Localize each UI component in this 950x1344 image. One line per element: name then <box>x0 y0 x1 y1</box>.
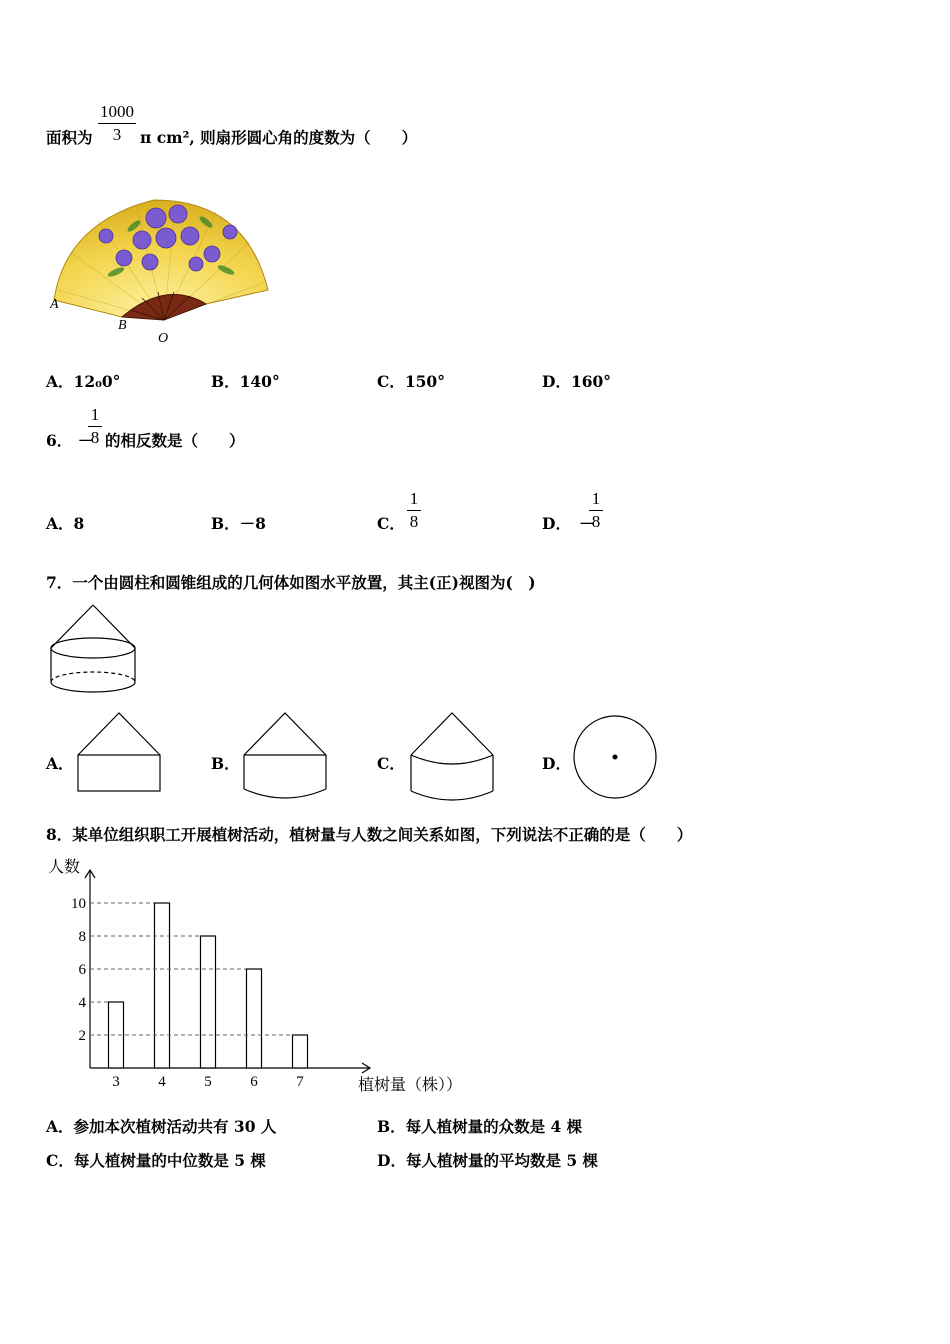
q5-frac-num: 1000 <box>100 102 134 121</box>
x-tick-label: 7 <box>296 1074 304 1090</box>
q6-sign: － <box>77 431 94 450</box>
bar <box>201 936 216 1068</box>
q6-suffix: 的相反数是（ ） <box>105 431 245 450</box>
fan-label-a: A <box>50 297 59 312</box>
q5-frac-den: 3 <box>112 125 122 144</box>
q5-stem <box>46 126 93 148</box>
q7-option-a[interactable]: A． <box>46 754 74 773</box>
x-tick-label: 4 <box>158 1074 166 1090</box>
q7-option-c-figure <box>409 711 495 803</box>
q5-option-b[interactable]: B．140° <box>211 372 280 391</box>
q6-option-a[interactable]: A．8 <box>46 514 85 533</box>
q5-suffix: π cm², 则扇形圆心角的度数为（ ） <box>140 128 418 147</box>
fan-label-o: O <box>158 331 169 346</box>
tree-planting-bar-chart <box>40 852 480 1102</box>
bar <box>247 969 262 1068</box>
q7-option-b[interactable]: B． <box>211 754 240 773</box>
q7-option-d-figure <box>572 714 658 800</box>
y-tick-label: 4 <box>78 995 86 1011</box>
x-tick-label: 6 <box>250 1074 258 1090</box>
q6-fraction: 1 8 <box>88 406 102 446</box>
q8-option-c[interactable]: C．每人植树量的中位数是 5 棵 <box>46 1151 266 1170</box>
q5-option-a[interactable]: A．12₀0° <box>46 372 121 391</box>
q6-option-c[interactable]: C． <box>377 514 405 533</box>
q8-option-b[interactable]: B．每人植树量的众数是 4 棵 <box>377 1117 583 1136</box>
q7-option-a-figure <box>76 711 162 793</box>
x-tick-label: 5 <box>204 1074 212 1090</box>
fan-image <box>46 192 272 348</box>
q5-option-c[interactable]: C．150° <box>377 372 445 391</box>
q7-option-d[interactable]: D． <box>542 754 571 773</box>
x-axis-label: 植树量（株）） <box>358 1077 463 1094</box>
q6-option-d[interactable]: D． － <box>542 514 595 533</box>
q5-fraction <box>98 103 136 143</box>
q7-solid-figure <box>48 602 138 696</box>
y-tick-label: 8 <box>78 929 86 945</box>
bar <box>155 903 170 1068</box>
fan-label-b: B <box>118 318 127 333</box>
q8-option-d[interactable]: D．每人植树量的平均数是 5 棵 <box>377 1151 599 1170</box>
y-tick-label: 10 <box>71 896 86 912</box>
y-axis-label: 人数 <box>48 859 81 876</box>
q7-option-b-figure <box>242 711 328 801</box>
q7-option-c[interactable]: C． <box>377 754 405 773</box>
x-tick-label: 3 <box>112 1074 120 1090</box>
q6-option-c-fraction: 1 8 <box>407 490 421 530</box>
q8-stem: 8．某单位组织职工开展植树活动，植树量与人数之间关系如图，下列说法不正确的是（ ） <box>46 825 693 844</box>
q8-option-a[interactable]: A．参加本次植树活动共有 30 人 <box>46 1117 277 1136</box>
q5-option-d[interactable]: D．160° <box>542 372 612 391</box>
q6-option-d-fraction: 1 8 <box>589 490 603 530</box>
q6-number: 6． － <box>46 431 94 450</box>
y-tick-label: 2 <box>78 1028 86 1044</box>
q5-prefix: 面积为 <box>46 128 93 147</box>
q7-stem: 7．一个由圆柱和圆锥组成的几何体如图水平放置，其主(正)视图为( ) <box>46 573 536 592</box>
q6-option-b[interactable]: B．－8 <box>211 514 266 533</box>
y-tick-label: 6 <box>78 962 86 978</box>
bar <box>293 1035 308 1068</box>
